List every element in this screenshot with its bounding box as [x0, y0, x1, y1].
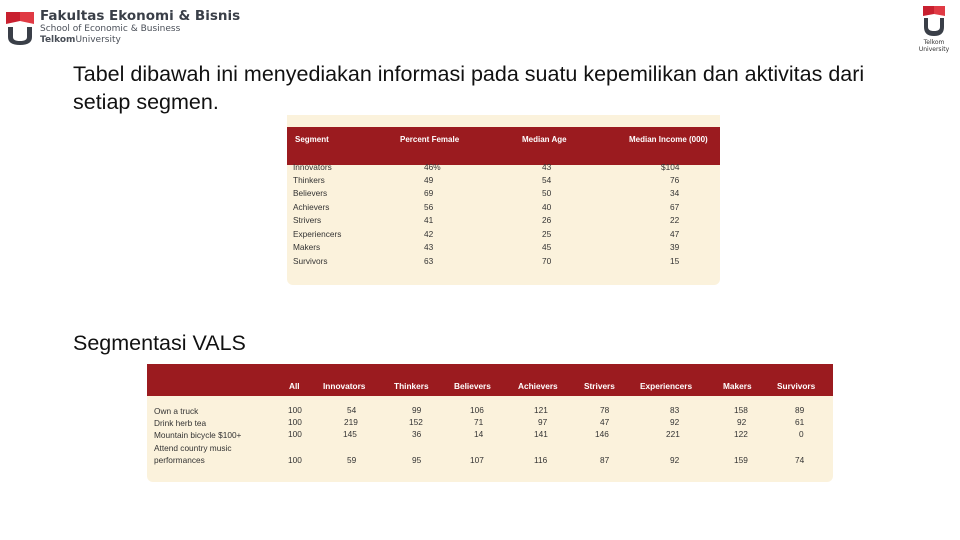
telkom-u-small-icon: [917, 6, 951, 38]
table-cell: 47: [600, 417, 610, 427]
col-header-median-age: Median Age: [522, 135, 567, 144]
table-cell: 95: [412, 455, 422, 465]
intro-paragraph-container: [73, 60, 893, 117]
table-cell: 158: [734, 405, 748, 415]
table-row: [287, 256, 720, 269]
table-cell: 67: [670, 202, 680, 212]
table-cell: 43: [424, 242, 434, 252]
table-cell: 92: [670, 455, 680, 465]
table-cell: Survivors: [293, 256, 328, 266]
table-cell: 26: [542, 215, 552, 225]
table-cell: 92: [737, 417, 747, 427]
table-cell: 49: [424, 175, 434, 185]
table-cell: 14: [474, 429, 484, 439]
table-cell: Achievers: [293, 202, 330, 212]
table-cell: 89: [795, 405, 805, 415]
col-header-makers: Makers: [723, 381, 752, 391]
col-header-thinkers: Thinkers: [394, 381, 429, 391]
table-cell: 221: [666, 429, 680, 439]
col-header-believers: Believers: [454, 381, 491, 391]
logo-university: TelkomUniversity: [40, 35, 121, 45]
table-cell: 15: [670, 256, 680, 266]
table-cell: Strivers: [293, 215, 322, 225]
table-cell: 146: [595, 429, 609, 439]
table-cell: 40: [542, 202, 552, 212]
table-cell: Drink herb tea: [154, 418, 207, 428]
table-cell: 78: [600, 405, 610, 415]
table-row: [287, 175, 720, 188]
segment-demographics-table: [287, 115, 720, 285]
table-cell: 69: [424, 188, 434, 198]
table-cell: Thinkers: [293, 175, 325, 185]
col-header-achievers: Achievers: [518, 381, 558, 391]
table-cell: Mountain bicycle $100+: [154, 430, 242, 440]
table-cell: Believers: [293, 188, 328, 198]
table-cell: performances: [154, 455, 205, 465]
table-cell: 34: [670, 188, 680, 198]
telkom-u-logo-icon: [6, 10, 34, 46]
table-cell: 159: [734, 455, 748, 465]
table-cell: 219: [344, 417, 358, 427]
table-cell: 43: [542, 162, 552, 172]
telkom-university-logo: [917, 6, 951, 54]
table-row: [287, 242, 720, 255]
right-logo-name: Telkom University: [918, 39, 950, 53]
table-cell: 152: [409, 417, 423, 427]
table-cell: 54: [542, 175, 552, 185]
col-header-median-income: Median Income (000): [629, 135, 708, 144]
table-cell: 122: [734, 429, 748, 439]
faculty-logo: [6, 8, 246, 50]
table-cell: 59: [347, 455, 357, 465]
table-cell: 50: [542, 188, 552, 198]
table-cell: 107: [470, 455, 484, 465]
table-cell: 47: [670, 229, 680, 239]
table-row: [287, 188, 720, 201]
table-cell: Experiencers: [293, 229, 342, 239]
table-cell: 100: [288, 405, 302, 415]
table-cell: 100: [288, 455, 302, 465]
table-cell: 76: [670, 175, 680, 185]
table-cell: 141: [534, 429, 548, 439]
table-cell: $104: [661, 162, 680, 172]
table-cell: Own a truck: [154, 406, 199, 416]
table-cell: 36: [412, 429, 422, 439]
table-cell: 71: [474, 417, 484, 427]
table-cell: 100: [288, 429, 302, 439]
table-cell: 22: [670, 215, 680, 225]
table-cell: 46%: [424, 162, 441, 172]
table-row: [287, 202, 720, 215]
table-cell: Attend country music: [154, 443, 232, 453]
col-header-percent-female: Percent Female: [400, 135, 460, 144]
col-header-innovators: Innovators: [323, 381, 366, 391]
table-cell: 25: [542, 229, 552, 239]
col-header-survivors: Survivors: [777, 381, 816, 391]
table-header: [287, 127, 720, 165]
table-cell: Makers: [293, 242, 321, 252]
col-header-experiencers: Experiencers: [640, 381, 693, 391]
table-row: [287, 162, 720, 175]
table-header: [147, 364, 833, 396]
table-cell: 0: [799, 429, 804, 439]
table-cell: 42: [424, 229, 434, 239]
table-cell: 45: [542, 242, 552, 252]
table-cell: 63: [424, 256, 434, 266]
table-cell: 99: [412, 405, 422, 415]
table-cell: 97: [538, 417, 548, 427]
table-cell: 106: [470, 405, 484, 415]
table-cell: 54: [347, 405, 357, 415]
intro-paragraph: Tabel dibawah ini menyediakan informasi pada suatu kepemilikan dan aktivitas dari setiap segmen.: [73, 62, 865, 114]
section-label: Segmentasi VALS: [73, 331, 246, 355]
table-cell: 121: [534, 405, 548, 415]
col-header-segment: Segment: [295, 135, 329, 144]
table-cell: 74: [795, 455, 805, 465]
table-cell: 56: [424, 202, 434, 212]
table-cell: 83: [670, 405, 680, 415]
table-row: [287, 215, 720, 228]
table-cell: 100: [288, 417, 302, 427]
table-cell: 41: [424, 215, 434, 225]
table-row: [287, 229, 720, 242]
table-cell: 116: [534, 455, 548, 465]
vals-activity-table: [147, 364, 833, 482]
logo-title: Fakultas Ekonomi & Bisnis: [40, 8, 241, 24]
table-cell: 92: [670, 417, 680, 427]
table-cell: 39: [670, 242, 680, 252]
logo-subtitle: School of Economic & Business: [40, 24, 181, 34]
col-header-strivers: Strivers: [584, 381, 615, 391]
table-cell: 145: [343, 429, 357, 439]
table-cell: 61: [795, 417, 805, 427]
table-cell: 87: [600, 455, 610, 465]
table-cell: 70: [542, 256, 552, 266]
table-cell: Innovators: [293, 162, 332, 172]
col-header-all: All: [289, 381, 300, 391]
